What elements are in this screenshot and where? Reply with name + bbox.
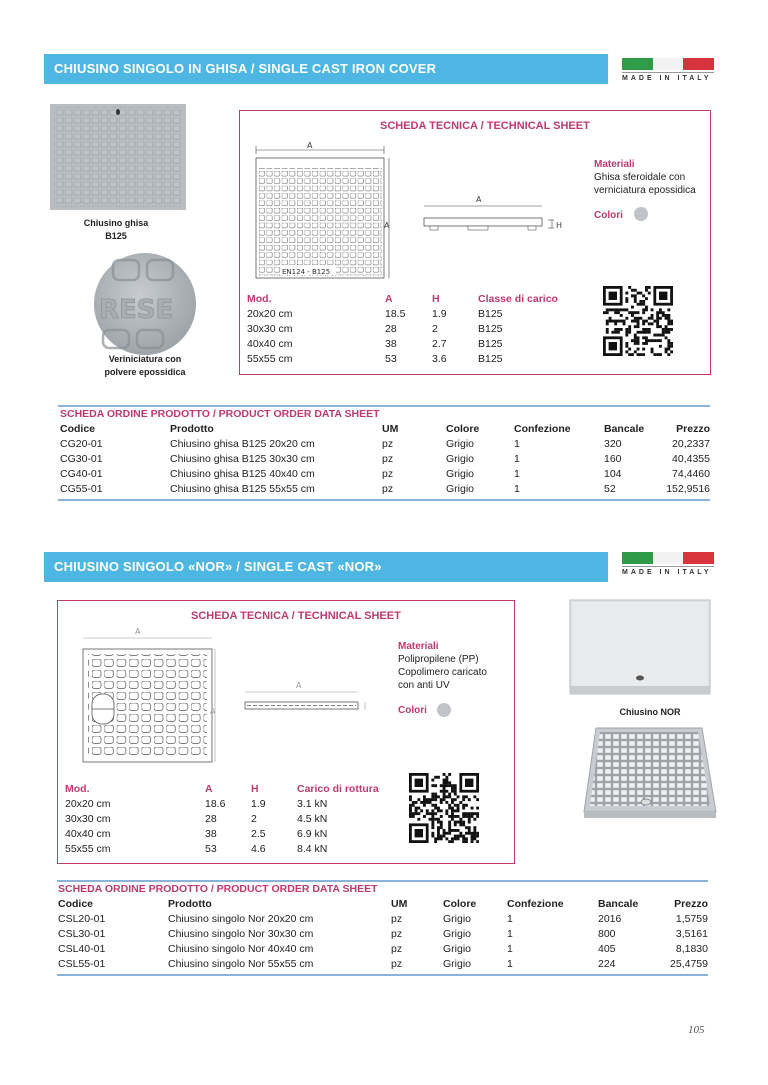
order-cell: Chiusino singolo Nor 55x55 cm bbox=[168, 958, 314, 970]
spec-row bbox=[65, 842, 397, 857]
order-row bbox=[60, 452, 710, 467]
order-cell: pz bbox=[382, 453, 394, 465]
spec-row bbox=[65, 797, 397, 812]
order-cell: 1 bbox=[507, 913, 513, 925]
nor-cover-image bbox=[568, 598, 712, 698]
order-cell: 1 bbox=[514, 438, 520, 450]
spec-cell: 40x40 cm bbox=[65, 828, 111, 840]
spec-cell: 55x55 cm bbox=[247, 353, 293, 365]
spec-cell: 2 bbox=[432, 323, 438, 335]
order-cell: 320 bbox=[604, 438, 622, 450]
order-rule-bottom-1 bbox=[58, 499, 710, 501]
made-in-italy-badge bbox=[622, 58, 714, 82]
order-cell: pz bbox=[382, 468, 394, 480]
spec-cell: 53 bbox=[385, 353, 397, 365]
spec-cell: 20x20 cm bbox=[65, 798, 111, 810]
order-cell: 1 bbox=[507, 928, 513, 940]
spec-cell: 4.5 kN bbox=[297, 813, 328, 825]
spec-table-2 bbox=[65, 782, 397, 857]
order-table-1 bbox=[60, 422, 710, 497]
spec-cell: 38 bbox=[205, 828, 217, 840]
caption-cast-iron bbox=[60, 217, 172, 243]
spec-header: Classe di carico bbox=[478, 293, 558, 305]
spec-cell: 2.5 bbox=[251, 828, 266, 840]
spec-row bbox=[247, 337, 568, 352]
spec-cell: 18.6 bbox=[205, 798, 226, 810]
order-header: Codice bbox=[60, 423, 96, 435]
spec-header: H bbox=[251, 783, 259, 795]
spec-cell: 2.7 bbox=[432, 338, 447, 350]
drawing-label-a: A bbox=[135, 627, 141, 636]
order-cell: pz bbox=[391, 943, 403, 955]
order-cell: pz bbox=[382, 483, 394, 495]
spec-cell: B125 bbox=[478, 323, 503, 335]
materials-text: con anti UV bbox=[398, 680, 450, 691]
order-cell: 1 bbox=[507, 943, 513, 955]
spec-cell: 3.6 bbox=[432, 353, 447, 365]
spec-row bbox=[247, 307, 568, 322]
materials-text: Polipropilene (PP) bbox=[398, 654, 479, 665]
order-row bbox=[60, 437, 710, 452]
qr-code-icon bbox=[603, 286, 673, 356]
italy-flag-icon bbox=[622, 58, 714, 70]
order-header-row bbox=[60, 422, 710, 437]
order-cell: 3,5161 bbox=[675, 928, 708, 940]
spec-row bbox=[247, 352, 568, 367]
spec-header: H bbox=[432, 293, 440, 305]
order-cell: pz bbox=[391, 928, 403, 940]
made-in-italy-text: MADE IN ITALY bbox=[622, 569, 712, 576]
spec-table-1 bbox=[247, 292, 568, 367]
order-cell: 25,4759 bbox=[670, 958, 708, 970]
caption-line: polvere epossidica bbox=[104, 367, 186, 377]
spec-cell: B125 bbox=[478, 353, 503, 365]
order-header: Prodotto bbox=[168, 898, 212, 910]
order-cell: Grigio bbox=[446, 468, 475, 480]
order-cell: Grigio bbox=[443, 928, 472, 940]
spec-cell: 53 bbox=[205, 843, 217, 855]
technical-sheet-title-2: SCHEDA TECNICA / TECHNICAL SHEET bbox=[191, 610, 401, 622]
order-cell: 20,2337 bbox=[672, 438, 710, 450]
order-header: Prodotto bbox=[170, 423, 214, 435]
order-cell: CG20-01 bbox=[60, 438, 103, 450]
spec-header: Mod. bbox=[65, 783, 90, 795]
order-cell: 405 bbox=[598, 943, 616, 955]
order-rule-bottom-2 bbox=[57, 974, 708, 976]
order-cell: Grigio bbox=[443, 943, 472, 955]
order-cell: Chiusino singolo Nor 40x40 cm bbox=[168, 943, 314, 955]
order-cell: Chiusino singolo Nor 20x20 cm bbox=[168, 913, 314, 925]
order-cell: 52 bbox=[604, 483, 616, 495]
technical-sheet-title-1: SCHEDA TECNICA / TECHNICAL SHEET bbox=[380, 120, 590, 132]
cast-iron-cover-image bbox=[50, 104, 186, 210]
color-swatch-icon bbox=[437, 703, 451, 717]
technical-drawing-2 bbox=[80, 624, 370, 764]
qr-code-icon bbox=[409, 773, 479, 843]
colori-label-1: Colori bbox=[594, 210, 623, 221]
order-cell: 152,9516 bbox=[666, 483, 710, 495]
order-row bbox=[60, 482, 710, 497]
order-cell: CSL20-01 bbox=[58, 913, 106, 925]
spec-cell: 55x55 cm bbox=[65, 843, 111, 855]
caption-line: Veriniciatura con bbox=[108, 354, 182, 364]
nor-grid-image bbox=[580, 726, 718, 820]
spec-row bbox=[65, 827, 397, 842]
order-cell: pz bbox=[391, 958, 403, 970]
order-cell: 1 bbox=[514, 483, 520, 495]
spec-cell: 1.9 bbox=[251, 798, 266, 810]
order-cell: 1 bbox=[514, 468, 520, 480]
order-cell: Chiusino ghisa B125 55x55 cm bbox=[170, 483, 315, 495]
spec-row bbox=[65, 812, 397, 827]
order-cell: 1 bbox=[507, 958, 513, 970]
drawing-label-h: H bbox=[556, 221, 563, 230]
caption-epoxy bbox=[92, 353, 198, 379]
technical-drawing-1 bbox=[250, 140, 580, 284]
section2-banner: CHIUSINO SINGOLO «NOR» / SINGLE CAST «NOR» bbox=[44, 552, 608, 582]
order-cell: Grigio bbox=[446, 438, 475, 450]
made-in-italy-text: MADE IN ITALY bbox=[622, 75, 712, 82]
order-row bbox=[58, 912, 708, 927]
spec-cell: 2 bbox=[251, 813, 257, 825]
order-rule-top-2 bbox=[57, 880, 708, 882]
caption-line: Chiusino ghisa bbox=[83, 218, 149, 228]
spec-cell: 38 bbox=[385, 338, 397, 350]
order-cell: Chiusino ghisa B125 30x30 cm bbox=[170, 453, 315, 465]
order-cell: CG30-01 bbox=[60, 453, 103, 465]
spec-cell: B125 bbox=[478, 338, 503, 350]
section1-banner: CHIUSINO SINGOLO IN GHISA / SINGLE CAST IRON COVER bbox=[44, 54, 608, 84]
order-header: Colore bbox=[443, 898, 477, 910]
order-header: UM bbox=[391, 898, 408, 910]
order-row bbox=[60, 467, 710, 482]
order-cell: CSL30-01 bbox=[58, 928, 106, 940]
order-cell: 800 bbox=[598, 928, 616, 940]
spec-cell: B125 bbox=[478, 308, 503, 320]
order-cell: CSL40-01 bbox=[58, 943, 106, 955]
spec-header: Carico di rottura bbox=[297, 783, 379, 795]
order-cell: CG55-01 bbox=[60, 483, 103, 495]
order-header: UM bbox=[382, 423, 399, 435]
spec-cell: 20x20 cm bbox=[247, 308, 293, 320]
order-cell: 160 bbox=[604, 453, 622, 465]
materials-block-1 bbox=[594, 158, 696, 197]
order-cell: Grigio bbox=[446, 453, 475, 465]
spec-cell: 28 bbox=[385, 323, 397, 335]
order-cell: pz bbox=[391, 913, 403, 925]
materials-text: verniciatura epossidica bbox=[594, 185, 696, 196]
page-number: 105 bbox=[688, 1024, 705, 1036]
order-cell: Chiusino ghisa B125 40x40 cm bbox=[170, 468, 315, 480]
order-title-1: SCHEDA ORDINE PRODOTTO / PRODUCT ORDER DATA SHEET bbox=[60, 408, 380, 420]
order-row bbox=[58, 957, 708, 972]
materials-text: Ghisa sferoidale con bbox=[594, 172, 686, 183]
italy-flag-icon bbox=[622, 552, 714, 564]
spec-header: Mod. bbox=[247, 293, 272, 305]
drawing-label-a: A bbox=[476, 195, 482, 204]
order-header-row bbox=[58, 897, 708, 912]
order-cell: Chiusino singolo Nor 30x30 cm bbox=[168, 928, 314, 940]
order-header: Colore bbox=[446, 423, 480, 435]
order-header: Codice bbox=[58, 898, 94, 910]
order-cell: Grigio bbox=[443, 958, 472, 970]
order-cell: 224 bbox=[598, 958, 616, 970]
order-cell: pz bbox=[382, 438, 394, 450]
order-cell: Grigio bbox=[446, 483, 475, 495]
order-header: Confezione bbox=[507, 898, 564, 910]
made-in-italy-badge bbox=[622, 552, 714, 576]
spec-cell: 40x40 cm bbox=[247, 338, 293, 350]
spec-header: A bbox=[205, 783, 213, 795]
materials-label: Materiali bbox=[398, 641, 439, 652]
spec-cell: 30x30 cm bbox=[65, 813, 111, 825]
color-swatch-icon bbox=[634, 207, 648, 221]
order-table-2 bbox=[58, 897, 708, 972]
caption-line: B125 bbox=[105, 231, 127, 241]
order-header: Prezzo bbox=[676, 423, 710, 435]
order-cell: 104 bbox=[604, 468, 622, 480]
spec-header-row bbox=[65, 782, 397, 797]
spec-header: A bbox=[385, 293, 393, 305]
order-title-2: SCHEDA ORDINE PRODOTTO / PRODUCT ORDER DATA SHEET bbox=[58, 883, 378, 895]
order-cell: CG40-01 bbox=[60, 468, 103, 480]
order-cell: 1,5759 bbox=[675, 913, 708, 925]
spec-cell: 4.6 bbox=[251, 843, 266, 855]
order-cell: Grigio bbox=[443, 913, 472, 925]
materials-text: Copolimero caricato bbox=[398, 667, 487, 678]
colori-label-2: Colori bbox=[398, 705, 427, 716]
order-header: Prezzo bbox=[674, 898, 708, 910]
spec-cell: 18.5 bbox=[385, 308, 406, 320]
order-cell: 1 bbox=[514, 453, 520, 465]
order-cell: 74,4460 bbox=[672, 468, 710, 480]
drawing-label-a: A bbox=[210, 707, 216, 716]
epoxy-texture-image bbox=[93, 252, 197, 356]
drawing-plate-text: EN124 - B125 bbox=[282, 268, 331, 276]
caption-nor: Chiusino NOR bbox=[619, 707, 681, 717]
order-cell: 2016 bbox=[598, 913, 622, 925]
order-header: Confezione bbox=[514, 423, 571, 435]
order-row bbox=[58, 927, 708, 942]
spec-row bbox=[247, 322, 568, 337]
materials-block-2 bbox=[398, 640, 487, 692]
drawing-label-a: A bbox=[384, 221, 390, 230]
spec-cell: 6.9 kN bbox=[297, 828, 328, 840]
drawing-label-a: A bbox=[307, 141, 313, 150]
spec-cell: 8.4 kN bbox=[297, 843, 328, 855]
order-cell: 40,4355 bbox=[672, 453, 710, 465]
spec-cell: 3.1 kN bbox=[297, 798, 328, 810]
order-header: Bancale bbox=[598, 898, 639, 910]
order-cell: 8,1830 bbox=[675, 943, 708, 955]
spec-header-row bbox=[247, 292, 568, 307]
spec-cell: 30x30 cm bbox=[247, 323, 293, 335]
order-rule-top-1 bbox=[58, 405, 710, 407]
order-header: Bancale bbox=[604, 423, 645, 435]
svg-text:RESE: RESE bbox=[99, 295, 174, 325]
materials-label: Materiali bbox=[594, 159, 635, 170]
spec-cell: 28 bbox=[205, 813, 217, 825]
order-row bbox=[58, 942, 708, 957]
order-cell: Chiusino ghisa B125 20x20 cm bbox=[170, 438, 315, 450]
drawing-label-a: A bbox=[296, 681, 302, 690]
order-cell: CSL55-01 bbox=[58, 958, 106, 970]
spec-cell: 1.9 bbox=[432, 308, 447, 320]
